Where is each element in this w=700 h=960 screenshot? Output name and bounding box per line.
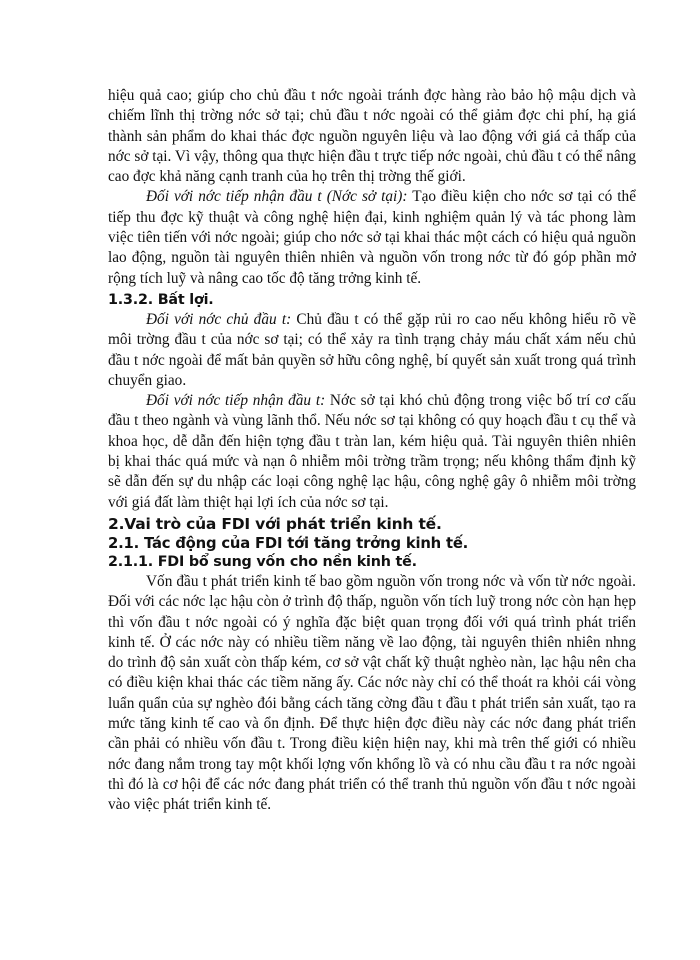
paragraph-body-host-2: Nớc sở tại khó chủ động trong việc bố trí cơ cấu đầu t theo ngành và vùng lãnh thổ. Nếu nớc sơ tại không có quy hoạch đầu t cụ thể và khoa học, dễ dẫn đến hiện tợng đầu t tràn lan, kém hiệu quả. Tài nguyên thiên nhiên bị khai thác quá mức và nạn ô nhiễm môi trờng trầm trọng; nếu không thẩm định kỹ sẽ dẫn đến sự du nhập các loại công nghệ lạc hậu, công nghệ gây ô nhiễm môi trờng với giá đất làm thiệt hại lợi ích của nớc sơ tại.	[108, 392, 636, 511]
paragraph-advantages-investor: hiệu quả cao; giúp cho chủ đầu t nớc ngoài tránh đợc hàng rào bảo hộ mậu dịch và chiếm lĩnh thị trờng nớc sở tại; chủ đầu t nớc ngoài có thể giảm đợc chi phí, hạ giá thành sản phẩm do khai thác đợc nguồn nguyên liệu và lao động với giá cả thấp của nớc sở tại. Vì vậy, thông qua thực hiện đầu t trực tiếp nớc ngoài, chủ đầu t có thể nâng cao đợc khả năng cạnh tranh của họ trên thị trờng thế giới.	[108, 87, 636, 186]
heading-section-2-1: 2.1. Tác động của FDI tới tăng trởng kinh tế.	[108, 534, 469, 552]
paragraph-disadvantages-investor	[108, 310, 636, 391]
paragraph-fdi-capital: Vốn đầu t phát triển kinh tế bao gồm nguồn vốn trong nớc và vốn từ nớc ngoài. Đối với các nớc lạc hậu còn ở trình độ thấp, nguồn vốn tích luỹ trong nớc còn hạn hẹp thì vốn đầu t nớc ngoài có ý nghĩa đặc biệt quan trọng đối với quá trình phát triển kinh tế. Ở các nớc này có nhiều tiềm năng về lao động, tài nguyên thiên nhiên nhng do trình độ sản xuất còn thấp kém, cơ sở vật chất kỹ thuật nghèo nàn, lạc hậu nên cha có điều kiện khai thác các tiềm năng ấy. Các nớc này chỉ có thể thoát ra khỏi cái vòng luẩn quẩn của sự nghèo đói bằng cách tăng cờng đầu t đầu t phát triển sản xuất, tạo ra mức tăng kinh tế cao và ổn định. Để thực hiện đợc điều này các nớc đang phát triển cần phải có nhiều vốn đầu t. Trong điều kiện hiện nay, khi mà trên thế giới có nhiều nớc đang nắm trong tay một khối lợng vốn khổng lồ và có nhu cầu đầu t ra nớc ngoài thì đó là cơ hội để các nớc đang phát triển có thể tranh thủ nguồn vốn đầu t nớc ngoài vào việc phát triển kinh tế.	[108, 572, 636, 814]
paragraph-disadvantages-host	[108, 391, 636, 513]
paragraph-body-host: Tạo điều kiện cho nớc sơ tại có thể tiếp thu đợc kỹ thuật và công nghệ hiện đại, kinh nghiệm quản lý và tác phong làm việc tiên tiến với nớc ngoài; giúp cho nớc sở tại khai thác một cách có hiệu quả nguồn lao động, nguồn tài nguyên thiên nhiên và nguồn vốn trong nớc từ đó góp phần mở rộng tích luỹ và nâng cao tốc độ tăng trởng kinh tế.	[108, 188, 636, 287]
heading-disadvantages: 1.3.2. Bất lợi.	[108, 291, 214, 308]
document-page	[108, 86, 636, 816]
paragraph-body-investor: Chủ đầu t có thể gặp rủi ro cao nếu không hiểu rõ về môi trờng đầu t của nớc sơ tại; có thể xảy ra tình trạng chảy máu chất xám nếu chủ đầu t nớc ngoài để mất bản quyền sở hữu công nghệ, bí quyết sản xuất trong quá trình chuyển giao.	[108, 310, 636, 389]
heading-section-2-1-1: 2.1.1. FDI bổ sung vốn cho nền kinh tế.	[108, 553, 417, 570]
paragraph-lead-host: Đối với nớc tiếp nhận đầu t (Nớc sở tại):	[146, 188, 408, 206]
heading-section-2: 2.Vai trò của FDI với phát triển kinh tế.	[108, 514, 442, 533]
paragraph-advantages-host	[108, 187, 636, 288]
paragraph-lead-investor: Đối với nớc chủ đầu t:	[146, 310, 292, 328]
paragraph-lead-host-2: Đối với nớc tiếp nhận đầu t:	[146, 392, 326, 410]
